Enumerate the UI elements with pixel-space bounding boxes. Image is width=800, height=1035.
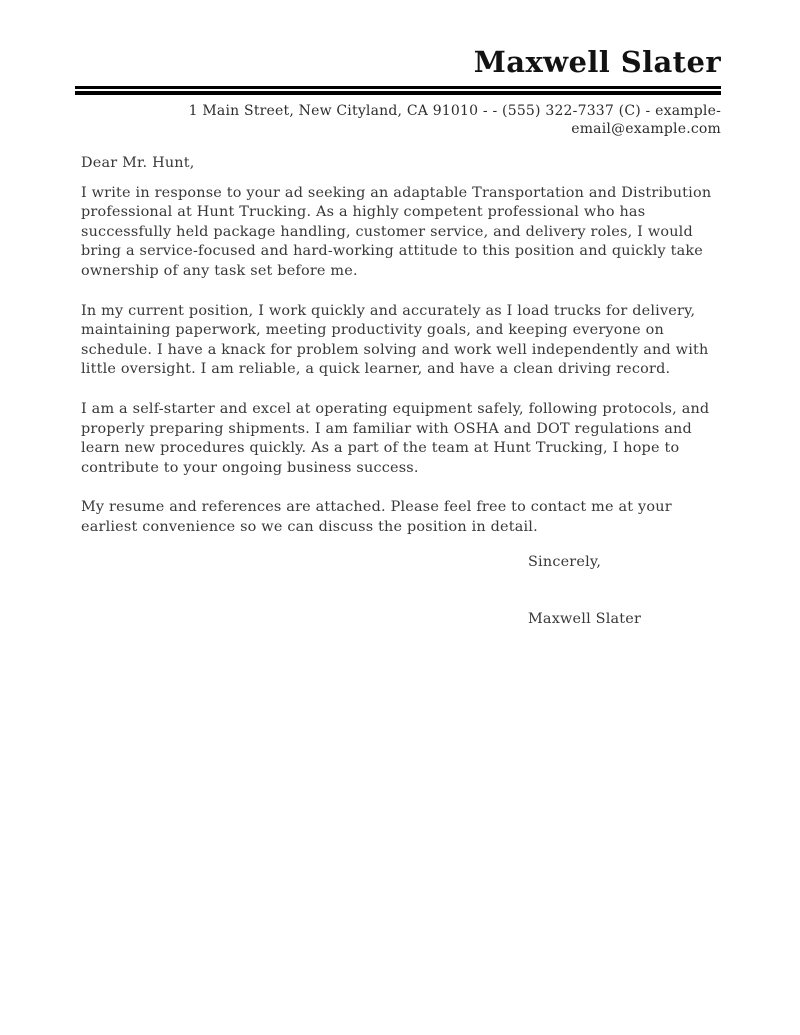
closing-block bbox=[528, 553, 721, 630]
paragraph-1: I write in response to your ad seeking an adaptable Transportation and Distribution professional at Hunt Trucking. As a highly competent professional who has successfully held package handling, customer service, and delivery roles, I would bring a service-focused and hard-working attitude to this position and quickly take ownership of any task set before me. bbox=[81, 184, 712, 279]
letterhead bbox=[81, 45, 721, 138]
paragraph-2: In my current position, I work quickly and accurately as I load trucks for delivery, maintaining paperwork, meeting productivity goals, and keeping everyone on schedule. I have a knack for problem solving and work well independently and with little oversight. I am reliable, a quick learner, and have a clean driving record. bbox=[81, 302, 709, 378]
letter-content bbox=[81, 45, 721, 630]
signature-name: Maxwell Slater bbox=[528, 611, 642, 628]
paragraph-3: I am a self-starter and excel at operating equipment safely, following protocols, and properly preparing shipments. I am familiar with OSHA and DOT regulations and learn new procedures quickly. As a part of the team at Hunt Trucking, I hope to contribute to your ongoing business success. bbox=[81, 400, 710, 476]
letter-body bbox=[81, 154, 721, 630]
closing-valediction: Sincerely, bbox=[528, 553, 602, 570]
letterhead-name: Maxwell Slater bbox=[473, 45, 721, 79]
paragraph-4: My resume and references are attached. Please feel free to contact me at your earliest convenience so we can discuss the position in detail. bbox=[81, 499, 672, 535]
letterhead-divider bbox=[75, 86, 721, 95]
letterhead-contact-line: 1 Main Street, New Cityland, CA 91010 - - (555) 322-7337 (C) - example-email@example.com bbox=[188, 103, 721, 137]
salutation: Dear Mr. Hunt, bbox=[81, 155, 195, 171]
